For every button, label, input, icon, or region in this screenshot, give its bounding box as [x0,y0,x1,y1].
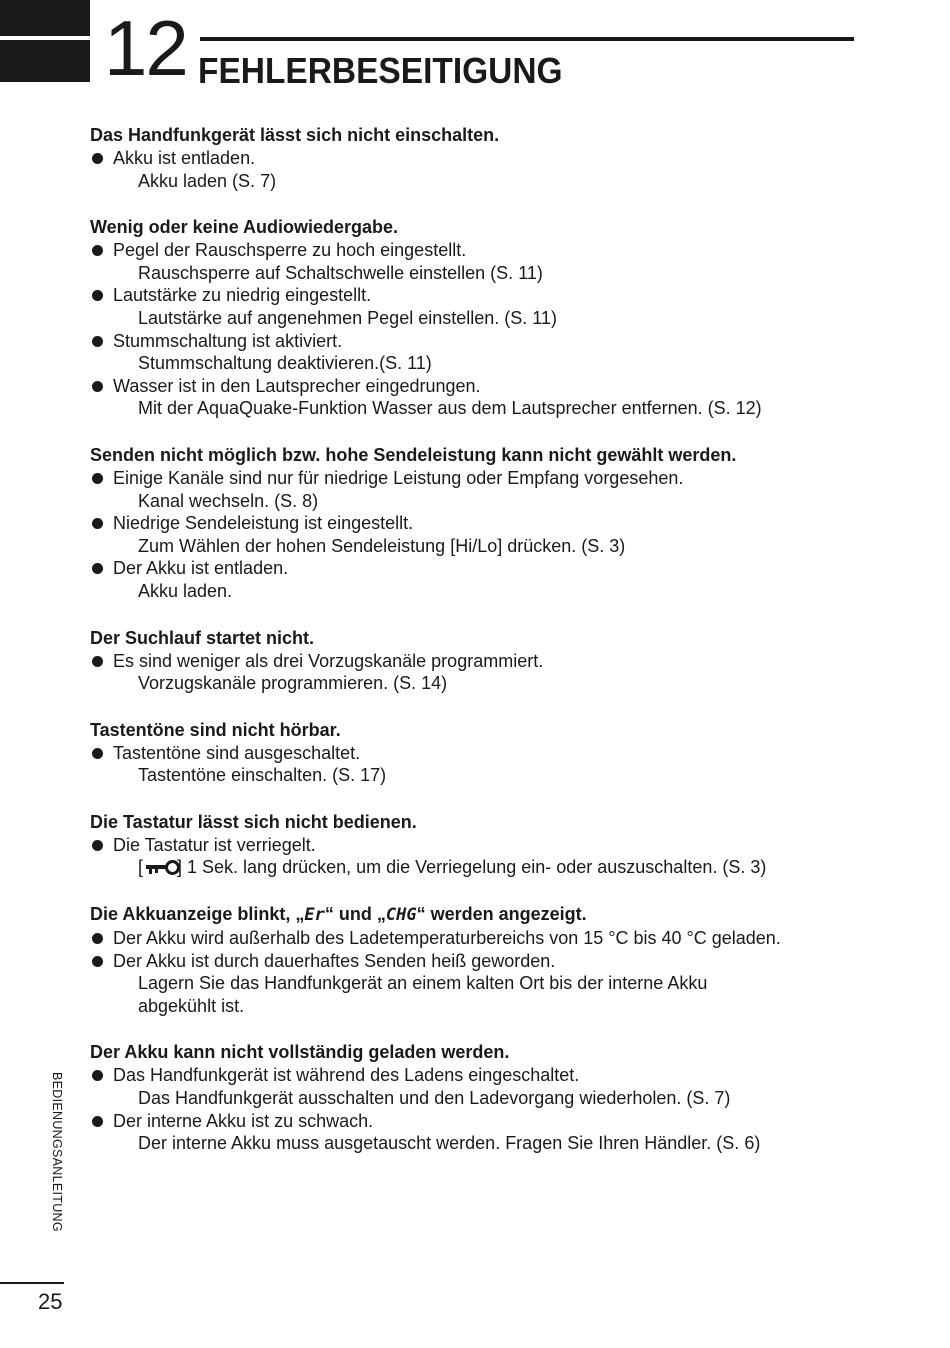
cause-text: Der Akku ist entladen. [113,558,289,579]
cause-text: Lautstärke zu niedrig eingestellt. [113,285,372,306]
section [90,216,850,420]
list-item [90,284,850,329]
cause-text: Pegel der Rauschsperre zu hoch eingestellt. [113,240,467,261]
bullet-icon [92,153,103,164]
list-item [90,147,850,192]
header-rule [200,37,854,41]
cause-line [90,1110,850,1133]
solution-text: Akku laden. [138,580,233,601]
cause-line [90,147,850,170]
section-heading: Tastentöne sind nicht hörbar. [90,719,341,740]
cause-text: Das Handfunkgerät ist während des Ladens eingeschaltet. [113,1065,580,1086]
side-label: BEDIENUNGSANLEITUNG [50,1072,64,1232]
bullet-icon [92,518,103,529]
section [90,1041,850,1154]
cause-line [90,467,850,490]
section-heading: Das Handfunkgerät lässt sich nicht einschalten. [90,125,500,145]
cause-line [90,330,850,353]
solution-text: Zum Wählen der hohen Sendeleistung [Hi/Lo] drücken. (S. 3) [138,535,626,556]
cause-text: Die Tastatur ist verriegelt. [113,834,316,855]
list-item [90,834,850,879]
solution-line: [ ] 1 Sek. lang drücken, um die Verriegelung ein- oder auszuschalten. (S. 3) [138,857,767,878]
cause-line [90,557,850,580]
section [90,124,850,192]
list-item [90,927,850,950]
key-lock-icon [143,859,177,875]
section [90,719,850,787]
cause-text: Niedrige Sendeleistung ist eingestellt. [113,513,414,534]
cause-text: Wasser ist in den Lautsprecher eingedrungen. [113,375,481,396]
bullet-icon [92,473,103,484]
solution-text: Tastentöne einschalten. (S. 17) [138,765,387,786]
cause-text: Der Akku ist durch dauerhaftes Senden heiß geworden. [113,950,556,971]
cause-line [90,1064,850,1087]
section [90,627,850,695]
cause-line [90,742,850,765]
cause-line [90,927,850,950]
cause-line [90,650,850,673]
section-heading: Der Akku kann nicht vollständig geladen werden. [90,1042,510,1063]
cause-text: Der interne Akku ist zu schwach. [113,1110,374,1131]
list-item [90,950,850,1018]
chapter-number: 12 [104,4,187,92]
cause-text: Einige Kanäle sind nur für niedrige Leistung oder Empfang vorgesehen. [113,467,684,488]
chapter-title: FEHLERBESEITIGUNG [198,50,563,91]
bullet-icon [92,336,103,347]
er-display-symbol: Er [304,905,325,926]
bullet-icon [92,563,103,574]
bullet-icon [92,956,103,967]
section [90,444,850,603]
section-heading: Wenig oder keine Audiowiedergabe. [90,217,399,238]
footer-rule [0,1282,64,1284]
solution-text: ] 1 Sek. lang drücken, um die Verriegelung ein- oder auszuschalten. (S. 3) [177,857,767,878]
bullet-icon [92,748,103,759]
page-number: 25 [38,1289,63,1314]
list-item [90,375,850,420]
list-item [90,239,850,284]
list-item [90,330,850,375]
cause-line [90,375,850,398]
section [90,811,850,879]
solution-text: abgekühlt ist. [138,995,245,1016]
chapter-tab-gap [0,36,90,40]
solution-text: Der interne Akku muss ausgetauscht werden. Fragen Sie Ihren Händler. (S. 6) [138,1133,761,1154]
bullet-icon [92,1070,103,1081]
heading-text: Die Akkuanzeige blinkt, „ [90,904,305,925]
cause-text: Es sind weniger als drei Vorzugskanäle programmiert. [113,650,544,671]
chapter-tab-block [0,0,90,82]
bullet-icon [92,381,103,392]
list-item [90,650,850,695]
cause-text: Akku ist entladen. [113,148,256,168]
solution-text: Stummschaltung deaktivieren.(S. 11) [138,353,432,374]
solution-text: Vorzugskanäle programmieren. (S. 14) [138,673,448,694]
list-item [90,467,850,512]
bullet-icon [92,840,103,851]
cause-line [90,950,850,973]
solution-text: Kanal wechseln. (S. 8) [138,490,319,511]
solution-text: Lagern Sie das Handfunkgerät an einem kalten Ort bis der interne Akku [138,973,708,994]
cause-line [90,284,850,307]
chg-display-symbol: CHG [385,905,417,926]
bullet-icon [92,245,103,256]
solution-text: Akku laden (S. 7) [138,170,277,191]
cause-line [90,239,850,262]
bullet-icon [92,933,103,944]
list-item [90,742,850,787]
section-heading: Die Tastatur lässt sich nicht bedienen. [90,811,417,832]
solution-text: Das Handfunkgerät ausschalten und den Ladevorgang wiederholen. (S. 7) [138,1088,731,1109]
section [90,903,850,1017]
solution-text: Mit der AquaQuake-Funktion Wasser aus dem Lautsprecher entfernen. (S. 12) [138,398,762,419]
list-item [90,512,850,557]
solution-text: Rauschsperre auf Schaltschwelle einstellen (S. 11) [138,262,543,283]
list-item [90,1064,850,1109]
heading-text: “ werden angezeigt. [416,904,587,925]
heading-text: “ und „ [324,904,386,925]
list-item [90,1110,850,1155]
bullet-icon [92,1116,103,1127]
bullet-icon [92,290,103,301]
section-heading: Senden nicht möglich bzw. hohe Sendeleistung kann nicht gewählt werden. [90,444,737,465]
solution-text: Lautstärke auf angenehmen Pegel einstellen. (S. 11) [138,307,557,328]
troubleshooting-content [90,124,850,1179]
cause-text: Tastentöne sind ausgeschaltet. [113,742,361,763]
section-heading [90,903,850,927]
cause-line [90,512,850,535]
cause-line [90,834,850,857]
cause-text: Stummschaltung ist aktiviert. [113,330,343,351]
list-item [90,557,850,602]
section-heading: Der Suchlauf startet nicht. [90,627,315,648]
bullet-icon [92,656,103,667]
cause-text: Der Akku wird außerhalb des Ladetemperaturbereichs von 15 °C bis 40 °C geladen. [113,928,781,949]
